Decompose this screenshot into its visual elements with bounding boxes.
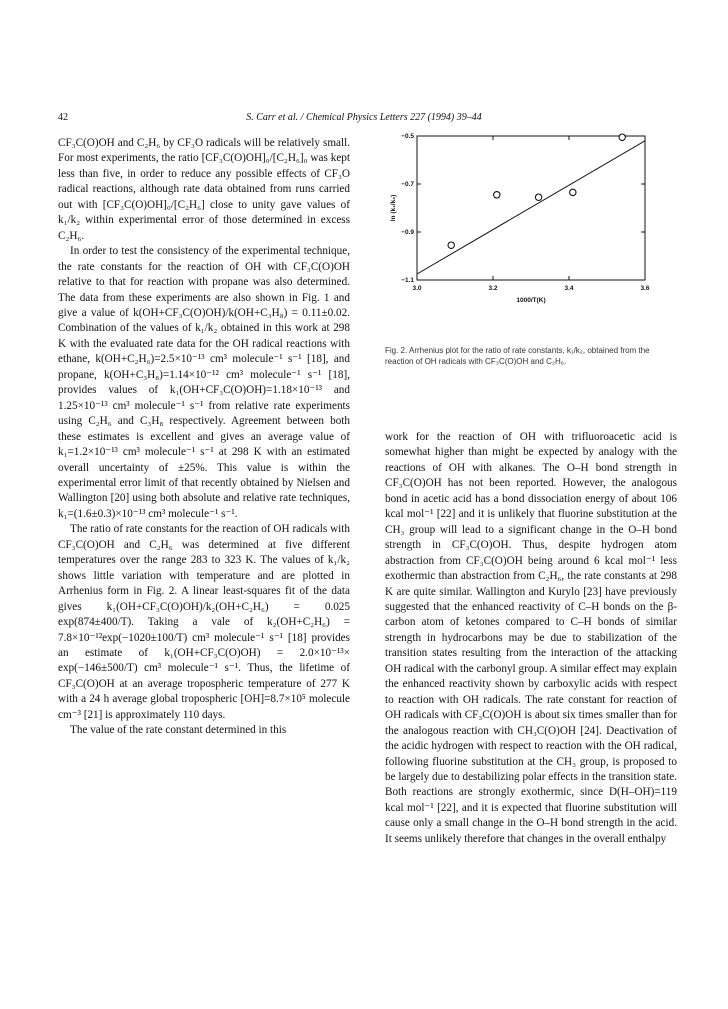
x-tick-label: 3.0: [412, 285, 422, 292]
data-point: [494, 192, 500, 198]
x-tick-label: 3.6: [640, 285, 650, 292]
left-column: [58, 136, 350, 739]
y-axis-label: ln (k₁/k₂): [390, 194, 397, 222]
plot-frame: [417, 136, 645, 280]
y-tick-label: −0.5: [401, 133, 414, 140]
running-head: S. Carr et al. / Chemical Physics Letters 227 (1994) 39–44: [246, 112, 482, 123]
right-column: [385, 430, 677, 847]
data-point: [448, 242, 454, 248]
data-point: [570, 189, 576, 195]
data-point: [535, 194, 541, 200]
y-tick-label: −0.7: [401, 181, 414, 188]
arrhenius-plot: [385, 128, 685, 353]
fit-line: [417, 141, 645, 274]
x-axis-label: 1000/T(K): [516, 297, 546, 304]
x-tick-label: 3.4: [564, 285, 574, 292]
paragraph: work for the reaction of OH with trifluoroacetic acid is somewhat higher than might be expected by analogy with the reactions of OH with alkanes. The O–H bond strength in CF₃C(O)OH has not been reported. However, the analogous bond in acetic acid has a bond dissociation energy of about 106 kcal mol⁻¹ [22] and it is unlikely that fluorine substitution at the CH₃ group will lead to a significant change in the O–H bond strength in CF₃C(O)OH. Thus, despite hydrogen atom abstraction from CF₃C(O)OH being around 6 kcal mol⁻¹ less exothermic than abstraction from C₂H₆, the rate constants at 298 K are quite similar. Wallington and Kurylo [23] have previously suggested that the enhanced reactivity of C–H bonds on the β-carbon atom of ketones compared to C–H bonds of similar strength in hydrocarbons may be due to stabilization of the transition states resulting from the interaction of the attacking OH radical with the carbonyl group. A similar effect may explain the enhanced reactivity shown by carboxylic acids with respect to reaction with OH radicals. The rate constant for reaction of OH radicals with CF₃C(O)OH is about six times smaller than for the analogous reaction with CH₃C(O)OH [24]. Deactivation of the acidic hydrogen with respect to reaction with the OH radical, following fluorine substitution at the CH₃ group, is proposed to be largely due to destabilizing polar effects in the transition state. Both reactions are strongly exothermic, since D(H–OH)=119 kcal mol⁻¹ [22], and it is expected that fluorine substitution will cause only a small change in the O–H bond strength in the acid. It seems unlikely therefore that changes in the overall enthalpy: [385, 431, 677, 845]
paragraph: CF₃C(O)OH and C₂H₆ by CF₃O radicals will be relatively small. For most experiments, the ratio [CF₃C(O)OH]₀/[C₂H₆]₀ was kept less than five, in order to reduce any possible effects of CF₃O radical reactions, although rate data obtained from runs carried out with [CF₃C(O)OH]₀/[C₂H₆] close to unity gave values of k₁/k₂ within experimental error of those determined in excess C₂H₆.: [58, 137, 350, 242]
page-number: 42: [58, 112, 68, 123]
paragraph: The value of the rate constant determined in this: [70, 724, 287, 737]
x-tick-label: 3.2: [488, 285, 498, 292]
figure-caption: Fig. 2. Arrhenius plot for the ratio of rate constants, k₁/k₂, obtained from the reaction of OH radicals with CF₃C(O)OH and C₂H₆.: [385, 346, 650, 366]
paragraph: The ratio of rate constants for the reaction of OH radicals with CF₃C(O)OH and C₂H₆ was determined at five different temperatures over the range 283 to 323 K. The values of k₁/k₂ shows little variation with temperature and are plotted in Arrhenius form in Fig. 2. A linear least-squares fit of the data gives k₁(OH+CF₃C(O)OH)/k₂(OH+C₂H₆) = 0.025 exp(874±400/T). Taking a vale of k₂(OH+C₂H₆) = 7.8×10⁻¹²exp(−1020±100/T) cm³ molecule⁻¹ s⁻¹ [18] provides an estimate of k₁(OH+CF₃C(O)OH) = 2.0×10⁻¹³× exp(−146±500/T) cm³ molecule⁻¹ s⁻¹. Thus, the lifetime of CF₃C(O)OH at an average tropospheric temperature of 277 K with a 24 h average global tropospheric [OH]=8.7×10⁵ molecule cm⁻³ [21] is approximately 110 days.: [58, 523, 350, 721]
y-tick-label: −1.1: [401, 277, 414, 284]
y-tick-label: −0.9: [401, 229, 414, 236]
paragraph: In order to test the consistency of the experimental technique, the rate constants for the reaction of OH with CF₃C(O)OH relative to that for reaction with propane was also determined. The data from these experiments are also shown in Fig. 1 and give a value of k(OH+CF₃C(O)OH)/k(OH+C₃H₈) = 0.11±0.02. Combination of the values of k₁/k₂ obtained in this work at 298 K with the evaluated rate data for the OH radical reactions with ethane, k(OH+C₂H₆)=2.5×10⁻¹³ cm³ molecule⁻¹ s⁻¹ [18], and propane, k(OH+C₃H₈)=1.14×10⁻¹² cm³ molecule⁻¹ s⁻¹ [18], provides values of k₁(OH+CF₃C(O)OH)=1.18×10⁻¹³ and 1.25×10⁻¹³ cm³ molecule⁻¹ s⁻¹ from relative rate experiments using C₂H₆ and C₃H₈ respectively. Agreement between both these estimates is excellent and gives an average value of k₁=1.2×10⁻¹³ cm³ molecule⁻¹ s⁻¹ at 298 K with an estimated overall uncertainty of ±25%. This value is within the experimental error limit of that recently obtained by Nielsen and Wallington [20] using both absolute and relative rate techniques, k₁=(1.6±0.3)×10⁻¹³ cm³ molecule⁻¹ s⁻¹.: [58, 245, 350, 520]
data-point: [619, 134, 625, 140]
